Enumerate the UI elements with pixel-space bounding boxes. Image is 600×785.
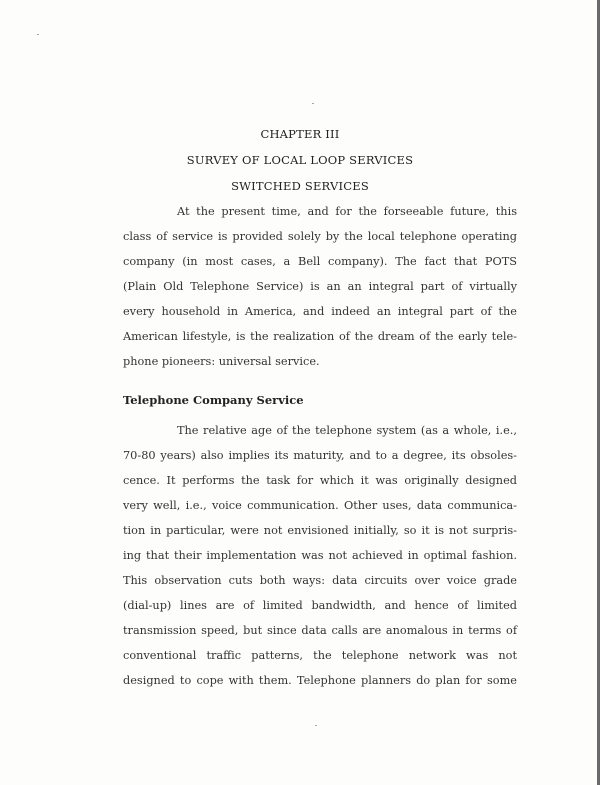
paragraph-switched-services [123,199,517,374]
paragraph-line: every household in America, and indeed an integral part of the [123,305,517,318]
section-heading-telephone-company-service: Telephone Company Service [123,393,304,407]
paragraph-line: cence. It performs the task for which it was originally designed [123,474,517,487]
paragraph-line: transmission speed, but since data calls are anomalous in terms of [123,624,517,637]
paragraph-line: ing that their implementation was not achieved in optimal fashion. [123,549,517,562]
paragraph-line: At the present time, and for the forseeable future, this [177,205,517,218]
paragraph-line: (Plain Old Telephone Service) is an an integral part of virtually [123,280,517,293]
paragraph-line: phone pioneers: universal service. [123,355,320,368]
scan-speck [37,34,39,35]
paragraph-line: (dial-up) lines are of limited bandwidth, and hence of limited [123,599,517,612]
paragraph-line: 70-80 years) also implies its maturity, and to a degree, its obsoles- [123,449,517,462]
paragraph-line: This observation cuts both ways: data circuits over voice grade [123,574,517,587]
scan-speck [312,103,314,104]
section-heading-switched-services: SWITCHED SERVICES [231,179,369,193]
chapter-subtitle: SURVEY OF LOCAL LOOP SERVICES [186,153,414,167]
paragraph-line: conventional traffic patterns, the telephone network was not [123,649,517,662]
paragraph-line: class of service is provided solely by the local telephone operating [123,230,517,243]
paragraph-line: designed to cope with them. Telephone planners do plan for some [123,674,517,687]
paragraph-line: very well, i.e., voice communication. Other uses, data communica- [123,499,517,512]
paragraph-line: The relative age of the telephone system (as a whole, i.e., [177,424,517,437]
paragraph-line: American lifestyle, is the realization of the dream of the early tele- [123,330,517,343]
scan-speck [315,725,317,726]
chapter-title: CHAPTER III [260,127,340,141]
paragraph-line: company (in most cases, a Bell company). The fact that POTS [123,255,517,268]
paragraph-telephone-company-service [123,418,517,693]
paragraph-line: tion in particular, were not envisioned initially, so it is not surpris- [123,524,517,537]
